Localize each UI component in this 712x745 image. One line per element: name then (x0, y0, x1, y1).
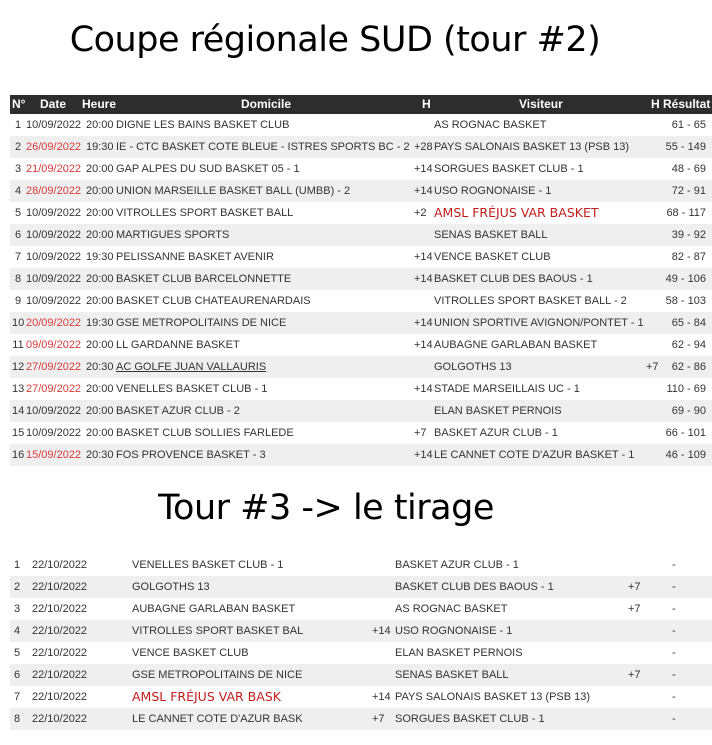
row-number: 8 (14, 273, 22, 285)
match-result: 46 - 109 (665, 449, 706, 461)
draw-table (10, 554, 712, 730)
home-handicap: +28 (414, 141, 433, 153)
home-handicap: +14 (414, 163, 433, 175)
results-table (10, 95, 712, 466)
table-row (10, 136, 712, 158)
match-date: 22/10/2022 (32, 581, 88, 593)
away-team: BASKET CLUB DES BAOUS - 1 (434, 273, 593, 285)
match-date: 21/09/2022 (26, 163, 82, 175)
header-result: Résultat (663, 97, 711, 111)
home-team: AC GOLFE JUAN VALLAURIS (116, 361, 267, 373)
away-team: SENAS BASKET BALL (434, 229, 548, 241)
match-date: 22/10/2022 (32, 691, 88, 703)
home-team: VITROLLES SPORT BASKET BAL (132, 625, 304, 637)
home-team: LE CANNET COTE D'AZUR BASK (132, 713, 303, 725)
home-team: PELISSANNE BASKET AVENIR (116, 251, 274, 263)
home-handicap: +14 (414, 449, 433, 461)
home-team: LL GARDANNE BASKET (116, 339, 240, 351)
match-result: 39 - 92 (671, 229, 706, 241)
match-date: 10/09/2022 (26, 295, 82, 307)
results-body (10, 114, 712, 466)
home-team: AUBAGNE GARLABAN BASKET (132, 603, 296, 615)
header-time: Heure (82, 97, 117, 111)
match-result: 61 - 65 (671, 119, 706, 131)
table-row (10, 158, 712, 180)
results-header (10, 95, 712, 114)
table-row (10, 444, 712, 466)
match-result: 110 - 69 (666, 383, 706, 395)
row-number: 6 (14, 229, 22, 241)
draw-title: Tour #3 -> le tirage (158, 488, 494, 528)
home-team: IE - CTC BASKET COTE BLEUE - ISTRES SPORTS BC - 2 (116, 141, 410, 153)
home-team: VENELLES BASKET CLUB - 1 (132, 559, 284, 571)
match-time: 19:30 (86, 251, 114, 263)
home-team: UNION MARSEILLE BASKET BALL (UMBB) - 2 (116, 185, 351, 197)
match-date: 10/09/2022 (26, 273, 82, 285)
row-number: 7 (14, 251, 22, 263)
match-result: 68 - 117 (666, 207, 706, 219)
match-date: 22/10/2022 (32, 669, 88, 681)
match-time: 20:00 (86, 119, 114, 131)
match-time: 19:30 (86, 141, 114, 153)
row-number: 12 (12, 361, 25, 373)
home-team: GAP ALPES DU SUD BASKET 05 - 1 (116, 163, 300, 175)
away-team: LE CANNET COTE D'AZUR BASKET - 1 (434, 449, 635, 461)
row-number: 10 (12, 317, 25, 329)
home-handicap: +14 (414, 251, 433, 263)
home-handicap: +14 (414, 273, 433, 285)
header-h-away: H (651, 97, 660, 111)
home-handicap: +14 (372, 625, 391, 637)
match-date: 27/09/2022 (26, 361, 82, 373)
away-team: GOLGOTHS 13 (434, 361, 512, 373)
match-result: - (672, 647, 676, 659)
table-row (10, 378, 712, 400)
header-h-home: H (422, 97, 431, 111)
match-result: - (672, 691, 676, 703)
row-number: 5 (13, 647, 21, 659)
home-team: BASKET CLUB BARCELONNETTE (116, 273, 292, 285)
match-time: 20:00 (86, 273, 114, 285)
match-date: 10/09/2022 (26, 405, 82, 417)
home-team: VENCE BASKET CLUB (132, 647, 249, 659)
away-handicap: +7 (628, 581, 641, 593)
away-team: AS ROGNAC BASKET (434, 119, 547, 131)
row-number: 1 (14, 119, 22, 131)
table-row (10, 224, 712, 246)
match-date: 28/09/2022 (26, 185, 82, 197)
match-result: 65 - 84 (671, 317, 706, 329)
match-date: 22/10/2022 (32, 713, 88, 725)
home-team: AMSL FRÉJUS VAR BASK (132, 689, 281, 704)
away-team: USO ROGNONAISE - 1 (434, 185, 552, 197)
home-handicap: +2 (414, 207, 427, 219)
match-date: 10/09/2022 (26, 427, 82, 439)
table-row (10, 334, 712, 356)
table-row (10, 356, 712, 378)
row-number: 4 (14, 185, 22, 197)
match-time: 20:00 (86, 207, 114, 219)
match-result: 49 - 106 (665, 273, 706, 285)
header-home: Domicile (241, 97, 292, 111)
match-result: - (672, 581, 676, 593)
draw-body (10, 554, 712, 730)
row-number: 2 (14, 141, 22, 153)
home-handicap: +7 (414, 427, 427, 439)
row-number: 14 (12, 405, 25, 417)
table-row (10, 686, 712, 708)
row-number: 8 (13, 713, 21, 725)
away-team: SENAS BASKET BALL (395, 669, 509, 681)
match-date: 22/10/2022 (32, 647, 88, 659)
table-row (10, 202, 712, 224)
match-time: 20:00 (86, 339, 114, 351)
match-time: 20:30 (86, 361, 114, 373)
table-row (10, 422, 712, 444)
match-date: 26/09/2022 (26, 141, 82, 153)
away-team: BASKET AZUR CLUB - 1 (395, 559, 519, 571)
match-result: 62 - 86 (671, 361, 706, 373)
away-handicap: +7 (628, 669, 641, 681)
table-row (10, 554, 712, 576)
match-result: 58 - 103 (665, 295, 706, 307)
match-result: - (672, 625, 676, 637)
match-time: 20:00 (86, 383, 114, 395)
table-row (10, 180, 712, 202)
row-number: 3 (14, 163, 22, 175)
home-handicap: +7 (372, 713, 385, 725)
table-row (10, 664, 712, 686)
match-date: 10/09/2022 (26, 229, 82, 241)
page-title: Coupe régionale SUD (tour #2) (69, 20, 601, 60)
table-row (10, 290, 712, 312)
home-team: GSE METROPOLITAINS DE NICE (116, 317, 287, 329)
table-row (10, 114, 712, 136)
match-time: 20:00 (86, 405, 114, 417)
away-team: ELAN BASKET PERNOIS (395, 647, 523, 659)
table-row (10, 598, 712, 620)
match-result: 48 - 69 (671, 163, 706, 175)
table-row (10, 708, 712, 730)
home-team: GSE METROPOLITAINS DE NICE (132, 669, 303, 681)
home-team: MARTIGUES SPORTS (116, 229, 230, 241)
match-result: 55 - 149 (665, 141, 706, 153)
home-team: GOLGOTHS 13 (132, 581, 210, 593)
away-team: PAYS SALONAIS BASKET 13 (PSB 13) (434, 141, 630, 153)
row-number: 6 (13, 669, 21, 681)
match-date: 22/10/2022 (32, 625, 88, 637)
away-team: VENCE BASKET CLUB (434, 251, 551, 263)
table-row (10, 312, 712, 334)
row-number: 11 (12, 339, 24, 351)
table-row (10, 576, 712, 598)
match-time: 20:30 (86, 449, 114, 461)
match-time: 19:30 (86, 317, 114, 329)
match-result: - (672, 669, 676, 681)
match-date: 22/10/2022 (32, 559, 88, 571)
table-row (10, 268, 712, 290)
match-date: 27/09/2022 (26, 383, 82, 395)
away-team: ELAN BASKET PERNOIS (434, 405, 562, 417)
row-number: 13 (12, 383, 25, 395)
home-handicap: +14 (372, 691, 391, 703)
away-team: BASKET CLUB DES BAOUS - 1 (395, 581, 554, 593)
away-team: VITROLLES SPORT BASKET BALL - 2 (434, 295, 627, 307)
row-number: 3 (13, 603, 21, 615)
home-team: BASKET CLUB SOLLIES FARLEDE (116, 427, 294, 439)
away-handicap: +7 (646, 361, 659, 373)
row-number: 9 (14, 295, 22, 307)
home-team: DIGNE LES BAINS BASKET CLUB (116, 119, 290, 131)
table-row (10, 642, 712, 664)
home-team: FOS PROVENCE BASKET - 3 (116, 449, 266, 461)
match-date: 10/09/2022 (26, 207, 82, 219)
row-number: 1 (13, 559, 21, 571)
table-row (10, 246, 712, 268)
match-date: 09/09/2022 (26, 339, 82, 351)
header-date: Date (40, 97, 67, 111)
row-number: 16 (12, 449, 25, 461)
match-result: 69 - 90 (671, 405, 706, 417)
away-team: SORGUES BASKET CLUB - 1 (395, 713, 545, 725)
match-date: 10/09/2022 (26, 251, 82, 263)
away-team: UNION SPORTIVE AVIGNON/PONTET - 1 (434, 317, 644, 329)
match-date: 22/10/2022 (32, 603, 88, 615)
match-result: 72 - 91 (671, 185, 706, 197)
match-result: - (672, 559, 676, 571)
row-number: 5 (14, 207, 22, 219)
away-team: AS ROGNAC BASKET (395, 603, 508, 615)
match-time: 20:00 (86, 229, 114, 241)
away-team: AUBAGNE GARLABAN BASKET (434, 339, 598, 351)
header-away: Visiteur (519, 97, 563, 111)
match-time: 20:00 (86, 163, 114, 175)
match-result: - (672, 713, 676, 725)
row-number: 2 (13, 581, 21, 593)
match-time: 20:00 (86, 295, 114, 307)
row-number: 7 (13, 691, 21, 703)
away-team: SORGUES BASKET CLUB - 1 (434, 163, 584, 175)
away-team: PAYS SALONAIS BASKET 13 (PSB 13) (395, 691, 591, 703)
away-team: STADE MARSEILLAIS UC - 1 (434, 383, 580, 395)
away-team: USO ROGNONAISE - 1 (395, 625, 513, 637)
row-number: 15 (12, 427, 25, 439)
home-handicap: +14 (414, 383, 433, 395)
away-team: BASKET AZUR CLUB - 1 (434, 427, 558, 439)
header-num: N° (12, 97, 26, 111)
match-result: - (672, 603, 676, 615)
match-time: 20:00 (86, 427, 114, 439)
table-row (10, 620, 712, 642)
match-result: 66 - 101 (665, 427, 706, 439)
table-row (10, 400, 712, 422)
match-date: 10/09/2022 (26, 119, 82, 131)
home-handicap: +14 (414, 185, 433, 197)
home-team: VITROLLES SPORT BASKET BALL (116, 207, 294, 219)
away-handicap: +7 (628, 603, 641, 615)
match-result: 82 - 87 (671, 251, 706, 263)
home-team: BASKET AZUR CLUB - 2 (116, 405, 240, 417)
away-team: AMSL FRÉJUS VAR BASKET (434, 205, 599, 220)
home-handicap: +14 (414, 317, 433, 329)
match-date: 15/09/2022 (26, 449, 82, 461)
home-team: BASKET CLUB CHATEAURENARDAIS (116, 295, 311, 307)
home-team: VENELLES BASKET CLUB - 1 (116, 383, 268, 395)
home-handicap: +14 (414, 339, 433, 351)
match-result: 62 - 94 (671, 339, 706, 351)
row-number: 4 (13, 625, 21, 637)
match-time: 20:00 (86, 185, 114, 197)
match-date: 20/09/2022 (26, 317, 82, 329)
